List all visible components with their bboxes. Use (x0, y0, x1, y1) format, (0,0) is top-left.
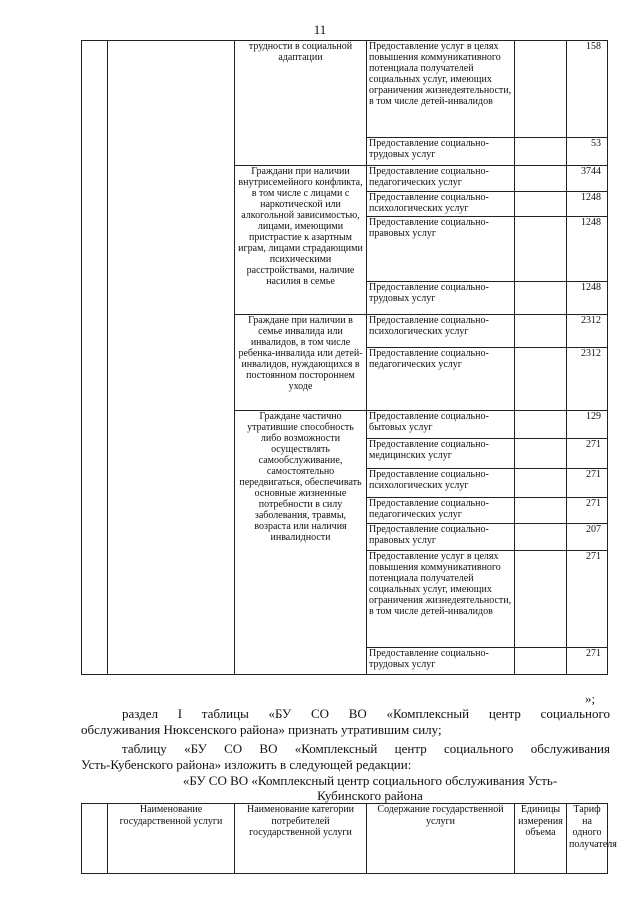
category-cell: трудности в социальной адаптации (235, 41, 367, 166)
table-heading-line-2: Кубинского района (317, 788, 423, 803)
unit-cell (515, 524, 567, 551)
unit-cell (515, 166, 567, 192)
header-unit: Единицы измерения объема (515, 804, 567, 874)
tariff-cell: 53 (567, 138, 608, 166)
paragraph-1-line-2: обслуживания Нюксенского района» признать утратившим силу; (81, 722, 442, 737)
tariff-cell: 1248 (567, 217, 608, 282)
service-cell: Предоставление социально-бытовых услуг (367, 411, 515, 439)
paragraph-1-line-1: раздел I таблицы «БУ СО ВО «Комплексный центр социального (122, 706, 610, 721)
unit-cell (515, 41, 567, 138)
header-row (82, 804, 608, 874)
paragraph-2-line-2: Усть-Кубенского района» изложить в следующей редакции: (81, 757, 412, 772)
unit-cell (515, 551, 567, 648)
tariff-cell: 271 (567, 469, 608, 498)
service-cell: Предоставление социально-педагогических услуг (367, 498, 515, 524)
service-cell: Предоставление социально-медицинских услуг (367, 439, 515, 469)
unit-cell (515, 348, 567, 411)
tariff-cell: 1248 (567, 192, 608, 217)
header-category: Наименование категории потребителей государственной услуги (235, 804, 367, 874)
page-number: 11 (313, 22, 327, 37)
tariff-cell: 1248 (567, 282, 608, 315)
closing-quote: »; (585, 691, 596, 706)
services-table (81, 40, 608, 675)
unit-cell (515, 315, 567, 348)
service-cell: Предоставление услуг в целях повышения коммуникативного потенциала получателей социальных услуг, имеющих ограничения жизнедеятельности, в том числе детей-инвалидов (367, 41, 515, 138)
unit-cell (515, 192, 567, 217)
service-cell: Предоставление социально-психологических услуг (367, 315, 515, 348)
unit-cell (515, 138, 567, 166)
header-index (82, 804, 108, 874)
unit-cell (515, 439, 567, 469)
unit-cell (515, 498, 567, 524)
unit-cell (515, 411, 567, 439)
tariff-cell: 3744 (567, 166, 608, 192)
tariff-cell: 129 (567, 411, 608, 439)
category-cell: Граждане при наличии в семье инвалида или инвалидов, в том числе ребенка-инвалида или детей-инвалидов, нуждающихся в постоянном постороннем уходе (235, 315, 367, 411)
service-cell: Предоставление социально-психологических услуг (367, 469, 515, 498)
service-cell: Предоставление социально-трудовых услуг (367, 138, 515, 166)
service-name-cell (108, 41, 235, 675)
new-table-header (81, 803, 617, 874)
table-heading-line-1: «БУ СО ВО «Комплексный центр социального обслуживания Усть- (182, 773, 558, 788)
header-service-name: Наименование государственной услуги (108, 804, 235, 874)
service-cell: Предоставление социально-психологических услуг (367, 192, 515, 217)
tariff-cell: 271 (567, 648, 608, 675)
tariff-cell: 271 (567, 551, 608, 648)
tariff-cell: 271 (567, 439, 608, 469)
unit-cell (515, 469, 567, 498)
paragraph-2-line-1: таблицу «БУ СО ВО «Комплексный центр социального обслуживания (122, 741, 610, 756)
service-cell: Предоставление социально-правовых услуг (367, 217, 515, 282)
tariff-cell: 158 (567, 41, 608, 138)
category-cell: Граждане частично утратившие способность либо возможности осуществлять самообслуживание, самостоятельно передвигаться, обеспечивать основные жизненные потребности в силу заболевания, травмы, возраста или наличия инвалидности (235, 411, 367, 675)
header-content: Содержание государственной услуги (367, 804, 515, 874)
unit-cell (515, 282, 567, 315)
unit-cell (515, 648, 567, 675)
header-tariff: Тариф на одного получателя (567, 804, 608, 874)
unit-cell (515, 217, 567, 282)
category-cell: Граждани при наличии внутрисемейного конфликта, в том числе с лицами с наркотической или алкогольной зависимостью, лицами, имеющими пристрастие к азартным играм, лицами страдающими психическими расстройствами, наличие насилия в семье (235, 166, 367, 315)
tariff-cell: 2312 (567, 348, 608, 411)
service-cell: Предоставление социально-педагогических услуг (367, 348, 515, 411)
service-cell: Предоставление услуг в целях повышения коммуникативного потенциала получателей социальных услуг, имеющих ограничения жизнедеятельности, в том числе детей-инвалидов (367, 551, 515, 648)
index-cell (82, 41, 108, 675)
service-cell: Предоставление социально-правовых услуг (367, 524, 515, 551)
table-row (82, 41, 608, 138)
tariff-cell: 207 (567, 524, 608, 551)
service-cell: Предоставление социально-трудовых услуг (367, 282, 515, 315)
service-cell: Предоставление социально-педагогических услуг (367, 166, 515, 192)
tariff-cell: 2312 (567, 315, 608, 348)
tariff-cell: 271 (567, 498, 608, 524)
service-cell: Предоставление социально-трудовых услуг (367, 648, 515, 675)
